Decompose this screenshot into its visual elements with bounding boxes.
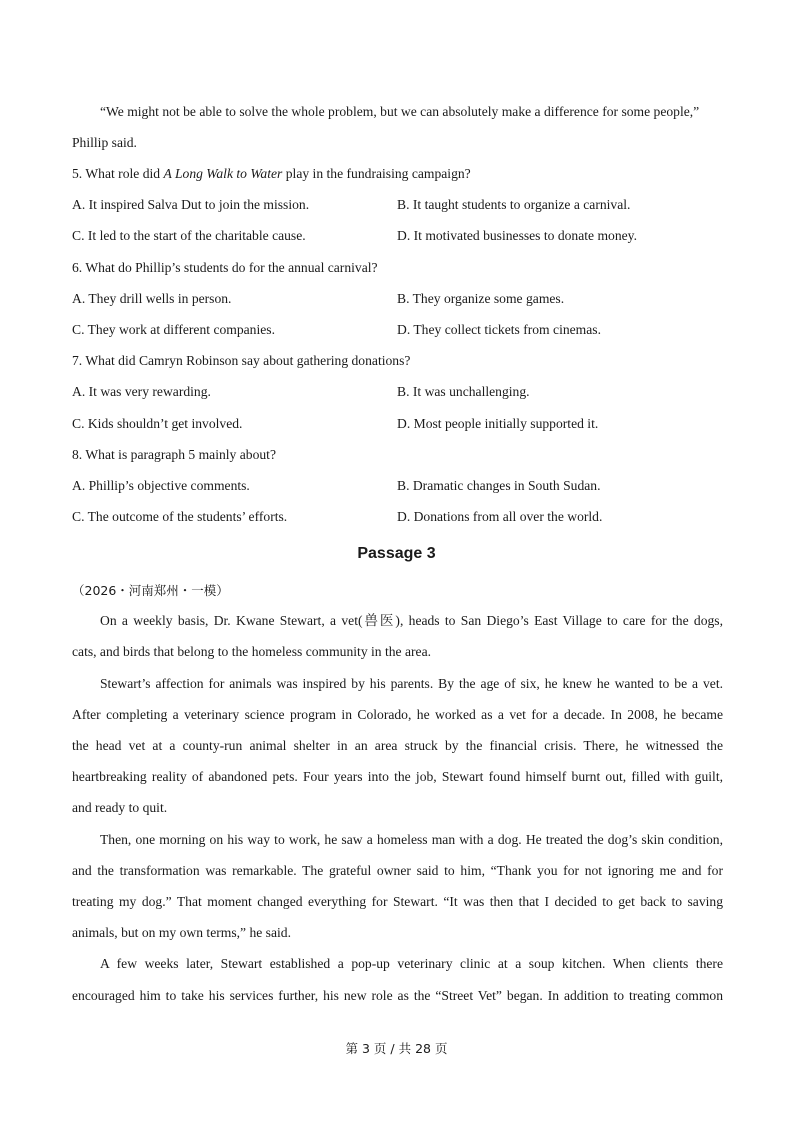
option-7d: D. Most people initially supported it.	[397, 416, 599, 431]
question-stem-suffix: play in the fundraising campaign?	[282, 166, 471, 181]
passage-source: （2026・河南郑州・一模）	[72, 583, 229, 598]
option-6b: B. They organize some games.	[397, 291, 565, 306]
passage-line: and ready to quit.	[72, 800, 168, 815]
passage-line: and the transformation was remarkable. The grateful owner said to him, “Thank you for not ignoring me and for	[72, 863, 723, 878]
passage-line: A few weeks later, Stewart established a pop-up veterinary clinic at a soup kitchen. When clients there	[100, 956, 723, 971]
option-7c: C. Kids shouldn’t get involved.	[72, 416, 243, 431]
option-8a: A. Phillip’s objective comments.	[72, 478, 250, 493]
passage-line: heartbreaking reality of abandoned pets. Four years into the job, Stewart found himself burnt out, filled with guilt,	[72, 769, 723, 784]
question-8-stem: 8. What is paragraph 5 mainly about?	[72, 447, 276, 462]
question-7-stem: 7. What did Camryn Robinson say about gathering donations?	[72, 353, 411, 368]
option-5b: B. It taught students to organize a carnival.	[397, 197, 631, 212]
option-8b: B. Dramatic changes in South Sudan.	[397, 478, 601, 493]
passage-line: cats, and birds that belong to the homeless community in the area.	[72, 644, 432, 659]
option-6d: D. They collect tickets from cinemas.	[397, 322, 601, 337]
question-6-stem: 6. What do Phillip’s students do for the annual carnival?	[72, 260, 378, 275]
question-5-stem	[72, 165, 471, 183]
question-stem-prefix: 5. What role did	[72, 166, 164, 181]
option-6a: A. They drill wells in person.	[72, 291, 232, 306]
book-title: A Long Walk to Water	[163, 166, 283, 181]
passage-line: Then, one morning on his way to work, he saw a homeless man with a dog. He treated the dog’s skin condition,	[100, 832, 723, 847]
passage-line: the head vet at a county-run animal shelter in an area struck by the financial crisis. There, he witnessed the	[72, 738, 723, 753]
passage-line: On a weekly basis, Dr. Kwane Stewart, a vet(兽医), heads to San Diego’s East Village to care for the dogs,	[100, 613, 723, 628]
passage-line: Stewart’s affection for animals was inspired by his parents. By the age of six, he knew he wanted to be a vet.	[100, 676, 723, 691]
passage-line: After completing a veterinary science program in Colorado, he worked as a vet for a decade. In 2008, he became	[72, 707, 723, 722]
option-7a: A. It was very rewarding.	[72, 384, 211, 399]
passage-line: animals, but on my own terms,” he said.	[72, 925, 291, 940]
page-number-footer: 第 3 页 / 共 28 页	[345, 1041, 448, 1056]
passage-line: encouraged him to take his services further, his new role as the “Street Vet” began. In addition to treating common	[72, 988, 723, 1003]
option-8d: D. Donations from all over the world.	[397, 509, 603, 524]
paragraph-line: Phillip said.	[72, 135, 137, 150]
option-6c: C. They work at different companies.	[72, 322, 275, 337]
passage-line: treating my dog.” That moment changed everything for Stewart. “It was then that I decided to get back to saving	[72, 894, 723, 909]
option-5d: D. It motivated businesses to donate money.	[397, 228, 637, 243]
option-7b: B. It was unchallenging.	[397, 384, 530, 399]
option-5c: C. It led to the start of the charitable cause.	[72, 228, 306, 243]
option-5a: A. It inspired Salva Dut to join the mission.	[72, 197, 310, 212]
option-8c: C. The outcome of the students’ efforts.	[72, 509, 288, 524]
paragraph-line: “We might not be able to solve the whole problem, but we can absolutely make a difference for some people,”	[100, 104, 700, 119]
passage-title: Passage 3	[357, 545, 436, 562]
